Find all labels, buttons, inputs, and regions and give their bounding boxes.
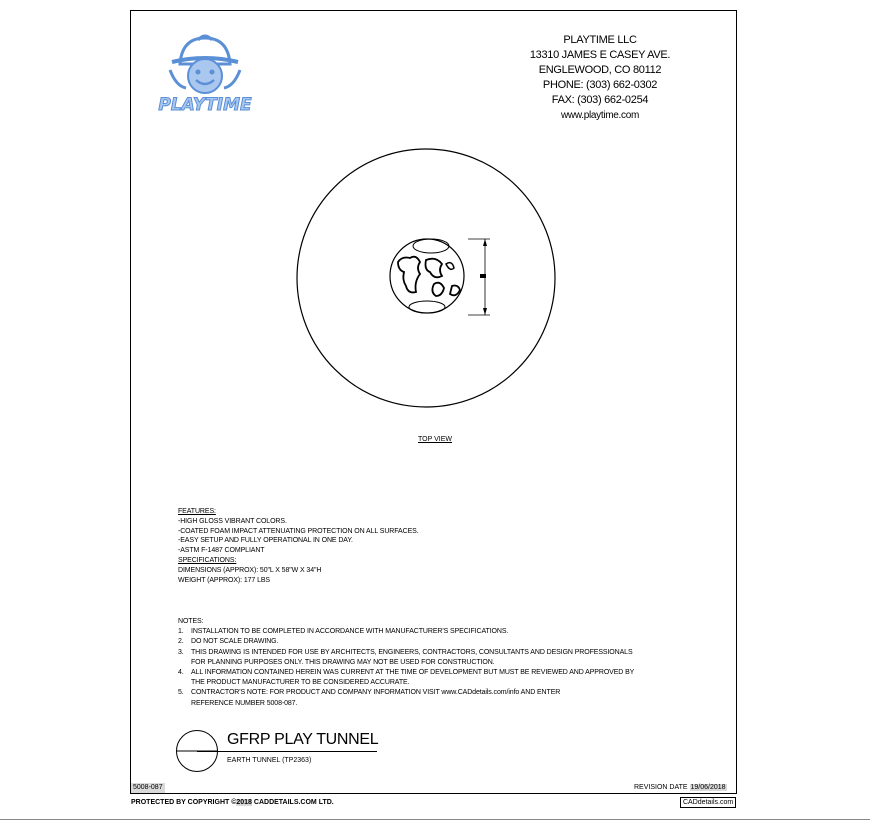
title-rule [197,751,377,752]
note-number: 2. [178,638,184,646]
company-address-line1: 13310 JAMES E CASEY AVE. [529,49,671,61]
copyright-prefix: PROTECTED BY COPYRIGHT © [131,799,237,806]
spec-item-dimensions: DIMENSIONS (APPROX): 50"L X 58"W X 34"H [178,566,322,574]
company-website: www.playtime.com [561,110,639,121]
feature-item: -HIGH GLOSS VIBRANT COLORS. [178,517,287,525]
note-number: 1. [178,628,184,636]
dimension-marker [480,274,486,278]
caddetails-badge: CADdetails.com [680,797,736,808]
note-text: FOR PLANNING PURPOSES ONLY. THIS DRAWING MAY NOT BE USED FOR CONSTRUCTION. [191,658,495,666]
bottom-opening [409,301,445,313]
title-block [175,727,385,775]
copyright-year: 2018 [236,799,252,806]
continent-shape [432,283,444,296]
notes-heading: NOTES: [178,618,204,625]
continent-shape [398,257,420,293]
notes-section [178,617,708,709]
continent-shape [426,259,443,278]
dimension-arrow-bottom [483,308,487,315]
top-opening [413,239,449,253]
note-text: THE PRODUCT MANUFACTURER TO BE CONSIDERED ACCURATE. [191,679,410,687]
note-item [178,627,708,637]
top-view-drawing [290,140,580,420]
outer-footprint-circle [297,149,555,407]
note-text: ALL INFORMATION CONTAINED HEREIN WAS CURRENT AT THE TIME OF DEVELOPMENT BUT MUST BE REVIEWED AND APPROVED BY [191,669,635,677]
note-text: CONTRACTOR'S NOTE: FOR PRODUCT AND COMPANY INFORMATION VISIT www.CADdetails.com/info AND ENTER [191,689,561,697]
note-number: 3. [178,648,184,656]
revision-label: REVISION DATE [634,784,690,791]
note-item [178,668,708,688]
continent-shape [446,263,454,270]
features-heading: FEATURES: [178,508,216,515]
note-number: 5. [178,689,184,697]
drawing-number: 5008-087 [133,784,163,791]
company-info [520,33,680,123]
specifications-heading: SPECIFICATIONS: [178,556,237,564]
drawing-subtitle: EARTH TUNNEL (TP2363) [227,757,312,764]
note-item [178,637,708,647]
bottom-rule [0,819,870,820]
company-phone: PHONE: (303) 662-0302 [542,79,658,91]
feature-item: -ASTM F-1487 COMPLIANT [178,547,265,555]
note-text: THIS DRAWING IS INTENDED FOR USE BY ARCHITECTS, ENGINEERS, CONTRACTORS, CONSULTANTS AND DESIGN PROFESSIONALS [191,648,633,656]
feature-item: -EASY SETUP AND FULLY OPERATIONAL IN ONE DAY. [178,537,353,545]
copyright-suffix: CADDETAILS.COM LTD. [251,799,334,806]
revision-date-block [634,783,727,793]
note-item [178,648,708,668]
copyright-notice [131,798,334,808]
globe-circle [390,239,464,313]
company-fax: FAX: (303) 662-0254 [551,94,649,106]
features-section [178,507,678,585]
note-number: 4. [178,669,184,677]
logo-wordmark: PLAYTIME [158,95,252,115]
top-view-label: TOP VIEW [418,436,452,443]
company-address-line2: ENGLEWOOD, CO 80112 [538,64,662,76]
continent-shape [450,286,460,296]
revision-date: 19/06/2018 [690,784,726,791]
spec-item-weight: WEIGHT (APPROX): 177 LBS [178,576,270,584]
drawing-title: GFRP PLAY TUNNEL [227,731,379,748]
company-name: PLAYTIME LLC [563,34,637,46]
dimension-arrow-top [483,239,487,246]
note-item [178,688,708,708]
note-text: INSTALLATION TO BE COMPLETED IN ACCORDANCE WITH MANUFACTURER'S SPECIFICATIONS. [191,628,509,636]
feature-item: -COATED FOAM IMPACT ATTENUATING PROTECTION ON ALL SURFACES. [178,527,419,535]
playtime-logo [150,26,260,121]
note-text: DO NOT SCALE DRAWING. [191,638,279,646]
note-text: REFERENCE NUMBER 5008-087. [191,699,298,707]
